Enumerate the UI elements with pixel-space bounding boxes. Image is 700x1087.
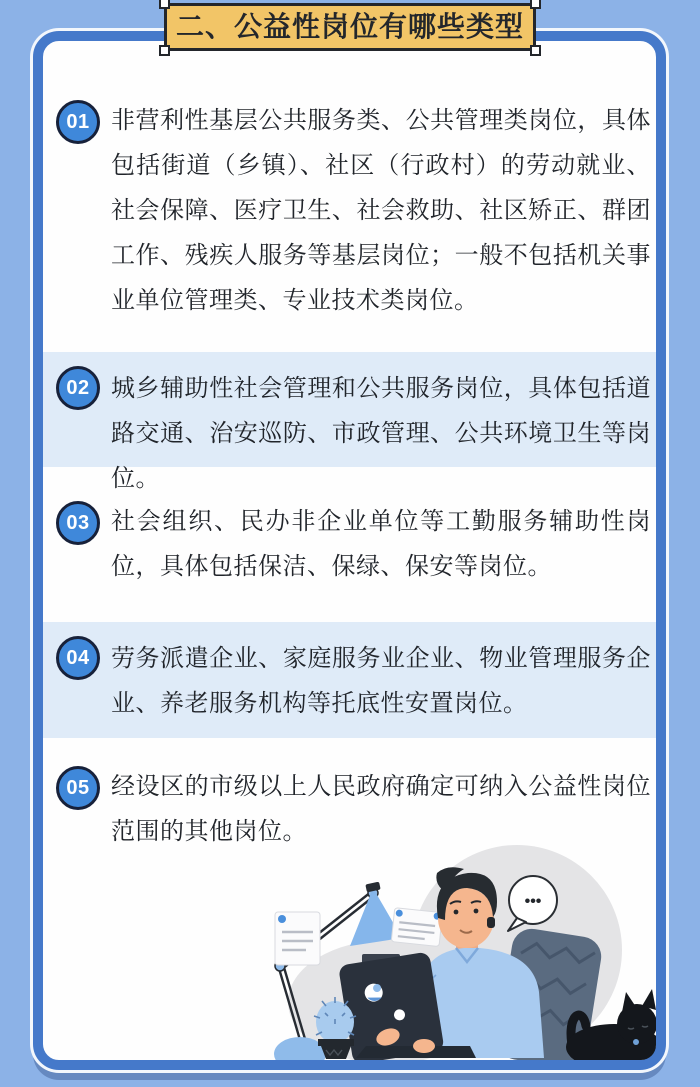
item-text: 经设区的市级以上人民政府确定可纳入公益性岗位范围的其他岗位。 — [111, 773, 651, 845]
pinned-note-icon — [275, 912, 320, 965]
item-number-badge: 05 — [56, 766, 100, 810]
item-text: 劳务派遣企业、家庭服务业企业、物业管理服务企业、养老服务机构等托底性安置岗位。 — [111, 645, 651, 717]
item-text: 城乡辅助性社会管理和公共服务岗位，具体包括道路交通、治安巡防、市政管理、公共环境卫生等岗位。 — [111, 375, 651, 492]
item-number-badge: 03 — [56, 501, 100, 545]
content-card — [33, 31, 666, 1070]
hand — [413, 1039, 435, 1053]
item-text: 非营利性基层公共服务类、公共管理类岗位，具体包括街道（乡镇）、社区（行政村）的劳动就业、社会保障、医疗卫生、社会救助、社区矫正、群团工作、残疾人服务等基层岗位；一般不包括机关事业单位管理类、专业技术类岗位。 — [111, 107, 651, 314]
item-number-badge: 04 — [56, 636, 100, 680]
list-item-highlighted — [43, 352, 656, 492]
selection-handle — [530, 0, 541, 9]
page-title: 二、公益性岗位有哪些类型 — [175, 11, 524, 42]
speech-bubble-dots: ••• — [524, 893, 542, 910]
selection-handle — [159, 45, 170, 56]
pinned-note-icon — [391, 908, 442, 947]
selection-handle — [159, 0, 170, 9]
selection-handle — [530, 45, 541, 56]
list-item-highlighted — [43, 622, 656, 738]
item-text: 社会组织、民办非企业单位等工勤服务辅助性岗位，具体包括保洁、保绿、保安等岗位。 — [111, 508, 651, 580]
item-number-badge: 02 — [56, 366, 100, 410]
content-card-inner — [43, 41, 656, 1060]
item-number-badge: 01 — [56, 100, 100, 144]
title-banner — [164, 3, 536, 51]
man-working-at-laptop-illustration — [238, 840, 656, 1060]
